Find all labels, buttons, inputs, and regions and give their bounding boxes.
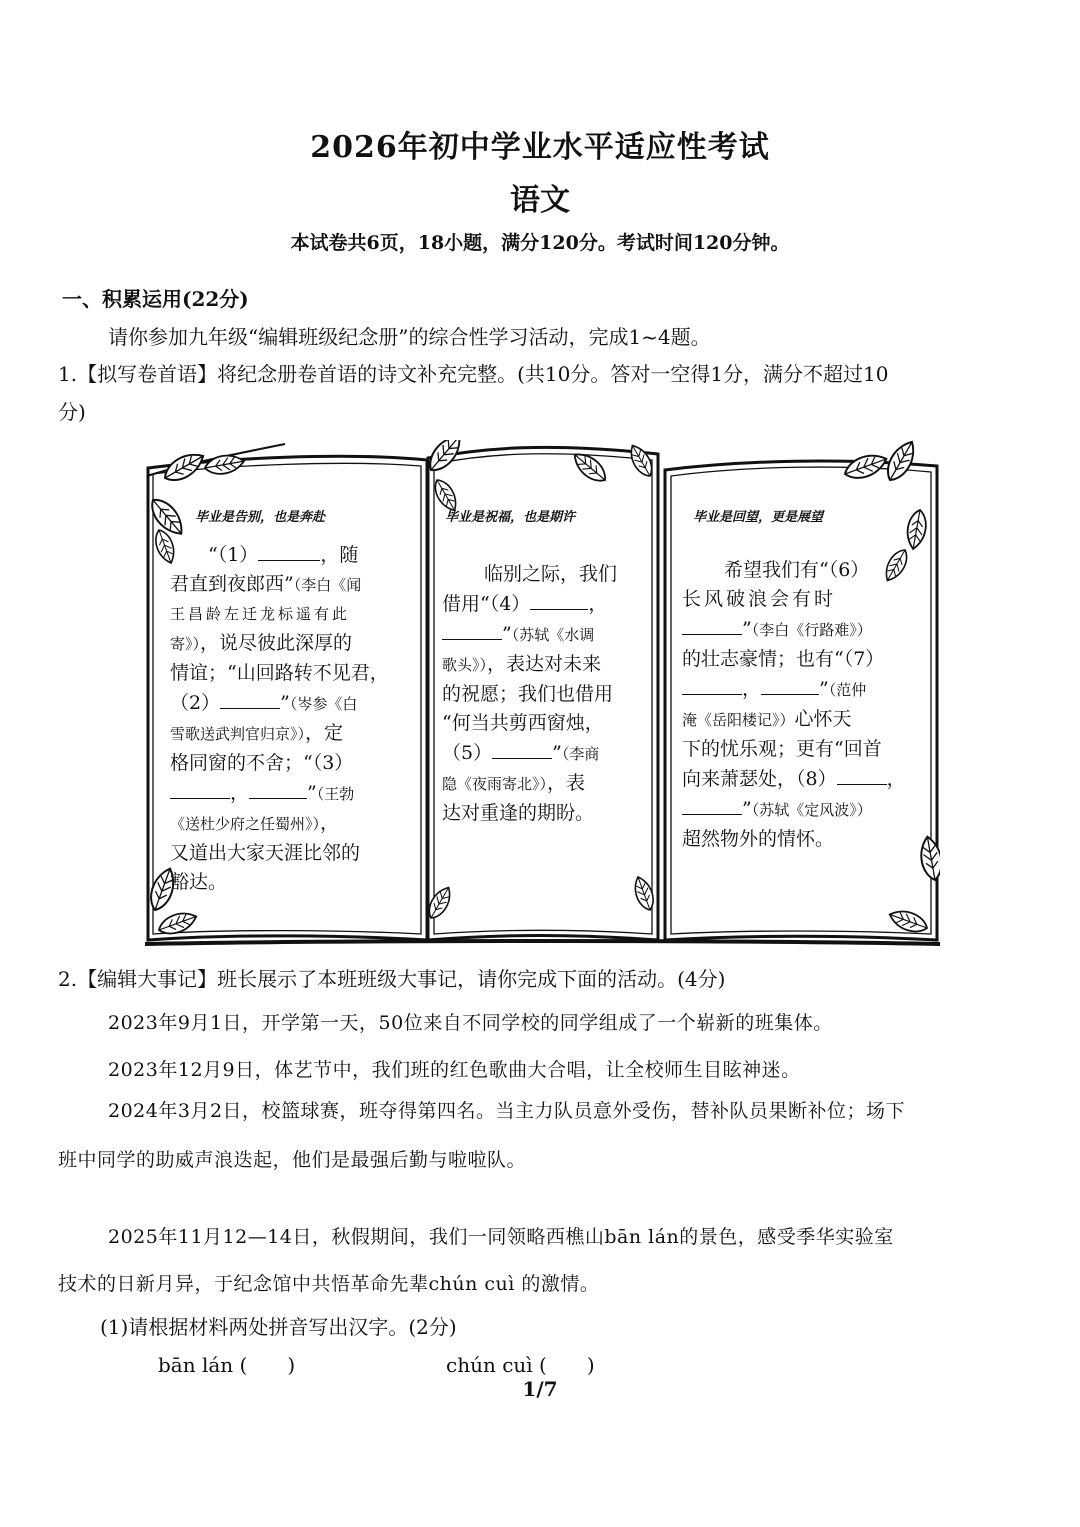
blank-4b[interactable] [442,619,502,640]
event-2023-12-09: 2023年12月9日，体艺节中，我们班的红色歌曲大合唱，让全校师生目眩神迷。 [108,1059,801,1081]
blank-2[interactable] [220,688,280,709]
blank-6[interactable] [682,614,742,635]
page-number: 1/7 [522,1377,558,1401]
event-2025-11-line2: 技术的日新月异，于纪念馆中共悟革命先辈chún cuì 的激情。 [58,1273,600,1295]
event-2024-03-02-line2: 班中同学的助威声浪迭起，他们是最强后勤与啦啦队。 [58,1149,527,1171]
right-panel-heading: 毕业是回望，更是展望 [693,510,824,525]
event-2023-09-01: 2023年9月1日，开学第一天，50位来自不同学校的同学组成了一个崭新的班集体。 [108,1012,833,1034]
exam-title: 2026年初中学业水平适应性考试 [310,130,770,165]
question-1-line2: 分) [58,400,86,424]
blank-5[interactable] [492,738,552,759]
right-panel-text: 希望我们有“（6） 长风破浪会有时 ”（李白《行路难》） 的壮志豪情；也有“（7） ， ”（范仲 淹《岳阳楼记》）心怀天 下的忧乐观；更有“回首 向来萧瑟处，（8） ， ”（苏轼《定风波》） 超然物外的情怀。 [682,559,906,850]
sub-question-1: (1)请根据材料两处拼音写出汉字。(2分) [100,1315,457,1339]
middle-panel-text: 临别之际，我们 借用“（4） ， ”（苏轼《水调 歌头》），表达对未来 的祝愿；我们也借用 “何当共剪西窗烛， （5） ”（李商 隐《夜雨寄北》），表 达对重逢的期盼。 [442,563,618,824]
question-1-line1: 1.【拟写卷首语】将纪念册卷首语的诗文补充完整。(共10分。答对一空得1分，满分不超过10 [58,362,889,386]
blank-4a[interactable] [530,589,588,610]
subject-title: 语文 [510,183,570,218]
section-intro: 请你参加九年级“编辑班级纪念册”的综合性学习活动，完成1~4题。 [108,325,711,349]
blank-8b[interactable] [682,794,742,815]
section-title: 一、积累运用(22分) [62,287,249,311]
blank-8a[interactable] [837,764,887,785]
exam-info: 本试卷共6页，18小题，满分120分。考试时间120分钟。 [290,232,790,254]
left-panel-heading: 毕业是告别，也是奔赴 [195,510,326,525]
event-2025-11-line1: 2025年11月12—14日，秋假期间，我们一同领略西樵山bān lán的景色，感受季华实验室 [108,1226,894,1248]
pinyin-answer-2[interactable]: chún cuì ( ) [446,1353,595,1377]
left-panel-text: “（1） ，随 君直到夜郎西”（李白《闻 王昌龄左迁龙标遥有此 寄》），说尽彼此深厚的 情谊；“山回路转不见君， （2） ”（岑参《白 雪歌送武判官归京》），定 格同窗的不舍；“（3） ， ”（王勃 《送杜少府之任蜀州》）， 又道出大家天涯比邻的 豁达。 [170,540,415,897]
blank-3b[interactable] [249,778,307,799]
middle-panel-heading: 毕业是祝福，也是期许 [445,510,576,525]
pinyin-answer-1[interactable]: bān lán ( ) [158,1353,296,1377]
question-2-title: 2.【编辑大事记】班长展示了本班班级大事记，请你完成下面的活动。(4分) [58,967,726,991]
blank-1[interactable] [258,540,320,561]
blank-3a[interactable] [170,778,230,799]
blank-7a[interactable] [682,674,742,695]
blank-7b[interactable] [761,674,819,695]
event-2024-03-02-line1: 2024年3月2日，校篮球赛，班夺得第四名。当主力队员意外受伤，替补队员果断补位；场下 [108,1100,906,1122]
memorial-book-illustration [145,440,940,950]
